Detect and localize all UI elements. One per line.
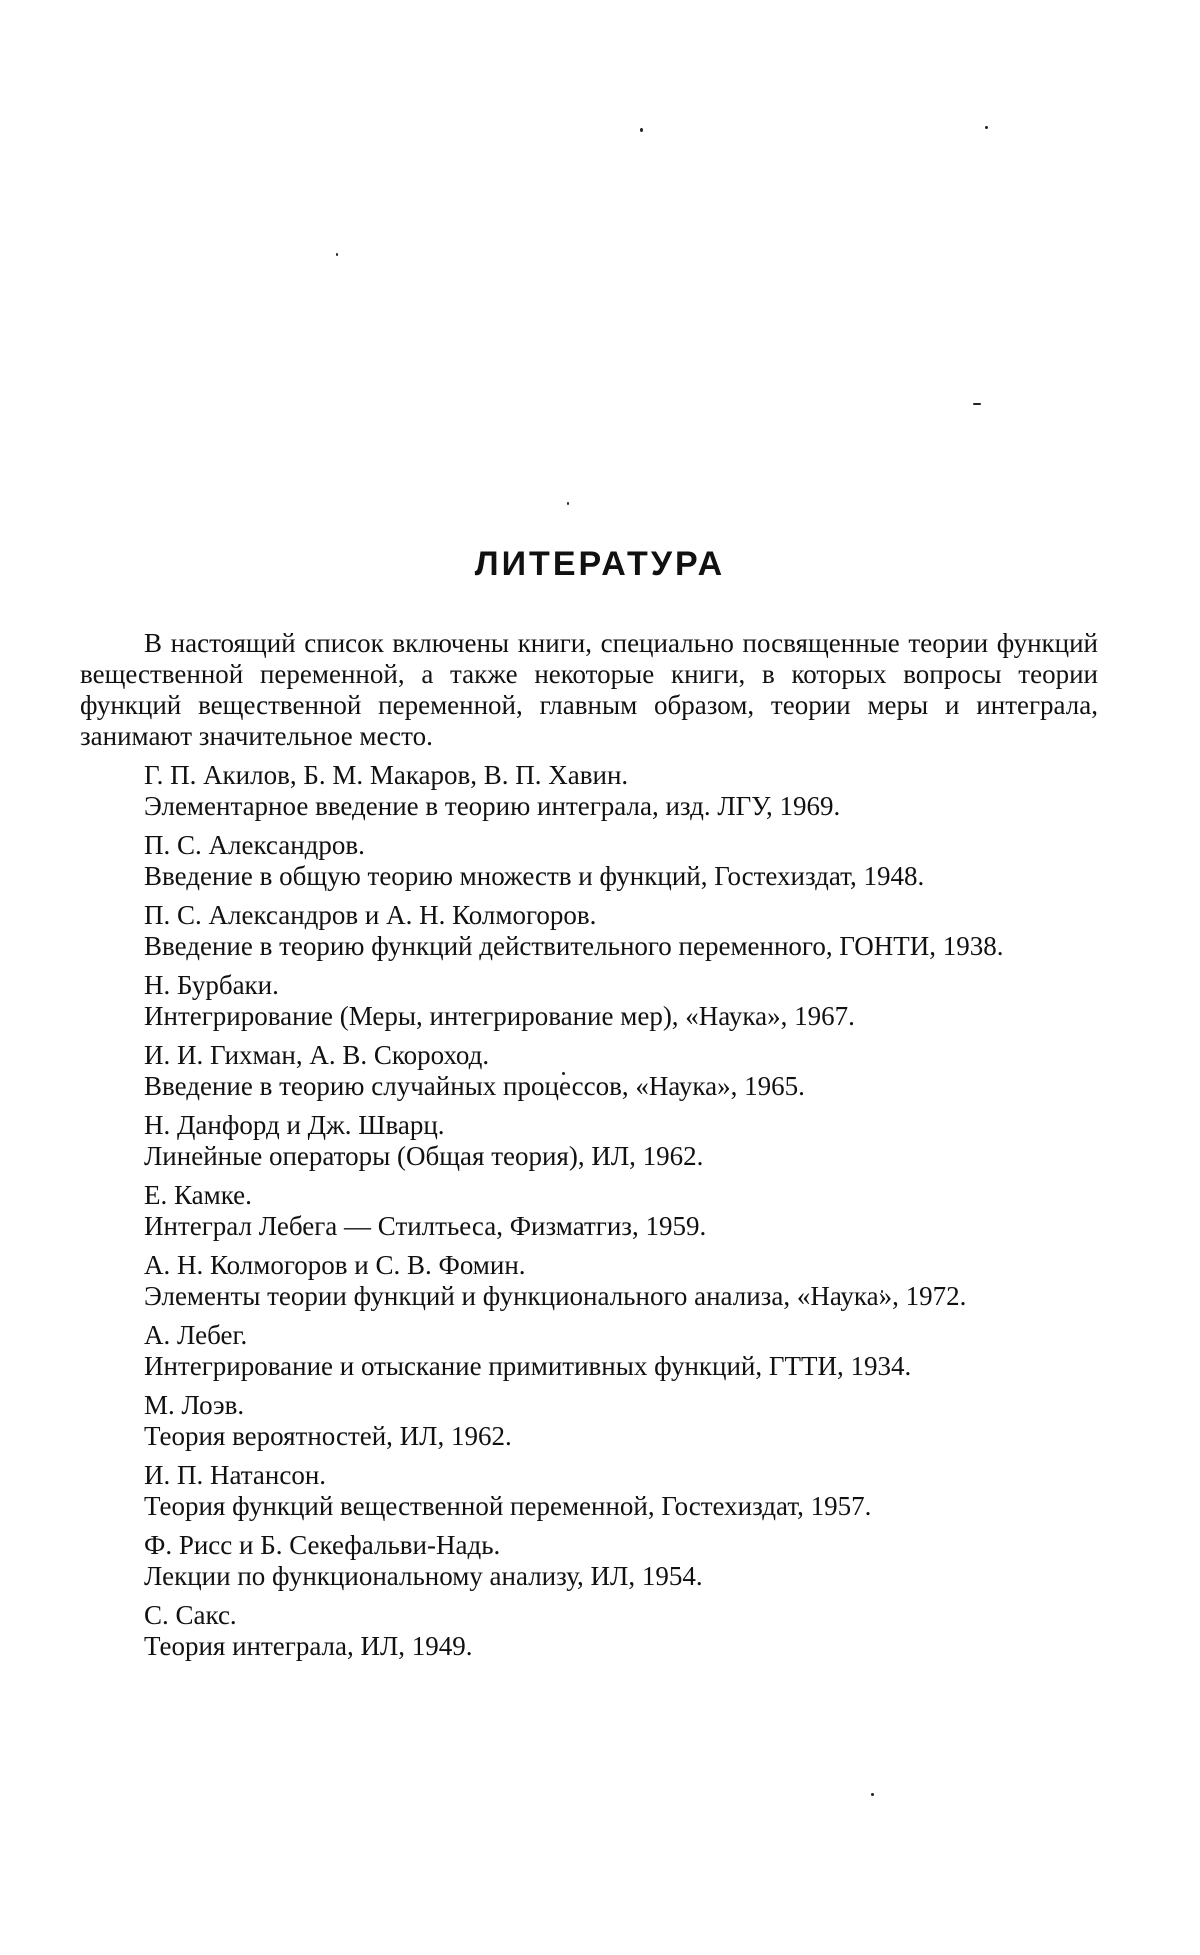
- reference-title: Введение в теорию случайных процессов, «Наука», 1965.: [144, 1071, 805, 1101]
- reference-title: Интегрирование (Меры, интегрирование мер), «Наука», 1967.: [144, 1001, 855, 1031]
- reference-entry: [80, 970, 1098, 1032]
- reference-title: Линейные операторы (Общая теория), ИЛ, 1962.: [144, 1141, 704, 1171]
- reference-author: А. Лебег.: [144, 1320, 248, 1350]
- reference-author: П. С. Александров и А. Н. Колмогоров.: [144, 900, 597, 930]
- scan-speck: [567, 502, 569, 505]
- reference-author: С. Сакс.: [144, 1600, 237, 1630]
- reference-author: Н. Бурбаки.: [144, 970, 279, 1000]
- reference-entry: [80, 830, 1098, 892]
- scan-speck: [640, 128, 643, 132]
- scan-speck: [973, 403, 981, 405]
- reference-title: Элементарное введение в теорию интеграла, изд. ЛГУ, 1969.: [144, 791, 841, 821]
- reference-author: П. С. Александров.: [144, 830, 365, 860]
- reference-title: Элементы теории функций и функционального анализа, «Наука», 1972.: [144, 1281, 967, 1311]
- reference-entry: [80, 1530, 1098, 1592]
- reference-title: Теория функций вещественной переменной, Гостехиздат, 1957.: [144, 1491, 872, 1521]
- reference-title: Введение в теорию функций действительного переменного, ГОНТИ, 1938.: [144, 931, 1004, 961]
- reference-entry: [80, 1180, 1098, 1242]
- reference-entry: [80, 1250, 1098, 1312]
- reference-author: А. Н. Колмогоров и С. В. Фомин.: [144, 1250, 526, 1280]
- reference-entry: [80, 1040, 1098, 1102]
- reference-title: Интеграл Лебега — Стилтьеса, Физматгиз, 1959.: [144, 1211, 707, 1241]
- reference-author: Г. П. Акилов, Б. М. Макаров, В. П. Хавин.: [144, 760, 629, 790]
- scan-speck: [336, 253, 338, 256]
- intro-paragraph: В настоящий список включены книги, специально посвященные теории функций вещественной переменной, а также некоторые книги, в которых вопросы теории функций вещественной переменной, главным образом, теории меры и интеграла, занимают значительное место.: [80, 628, 1098, 751]
- reference-author: Н. Данфорд и Дж. Шварц.: [144, 1110, 445, 1140]
- reference-title: Лекции по функциональному анализу, ИЛ, 1954.: [144, 1561, 703, 1591]
- scan-speck: [871, 1793, 874, 1796]
- reference-title: Интегрирование и отыскание примитивных функций, ГТТИ, 1934.: [144, 1351, 912, 1381]
- reference-author: Е. Камке.: [144, 1180, 252, 1210]
- reference-entry: [80, 1600, 1098, 1662]
- reference-author: Ф. Рисс и Б. Секефальви-Надь.: [144, 1530, 501, 1560]
- reference-entry: [80, 760, 1098, 822]
- reference-entry: [80, 1460, 1098, 1522]
- reference-author: М. Лоэв.: [144, 1390, 245, 1420]
- scan-speck: [985, 126, 988, 129]
- reference-author: И. П. Натансон.: [144, 1460, 327, 1490]
- reference-author: И. И. Гихман, А. В. Скороход.: [144, 1040, 490, 1070]
- page-title: ЛИТЕРАТУРА: [474, 545, 726, 583]
- reference-entry: [80, 1320, 1098, 1382]
- reference-entry: [80, 1390, 1098, 1452]
- reference-title: Теория интеграла, ИЛ, 1949.: [144, 1631, 473, 1661]
- reference-entry: [80, 900, 1098, 962]
- reference-entry: [80, 1110, 1098, 1172]
- bibliography: [80, 628, 1098, 1670]
- reference-title: Введение в общую теорию множеств и функций, Гостехиздат, 1948.: [144, 861, 925, 891]
- reference-title: Теория вероятностей, ИЛ, 1962.: [144, 1421, 512, 1451]
